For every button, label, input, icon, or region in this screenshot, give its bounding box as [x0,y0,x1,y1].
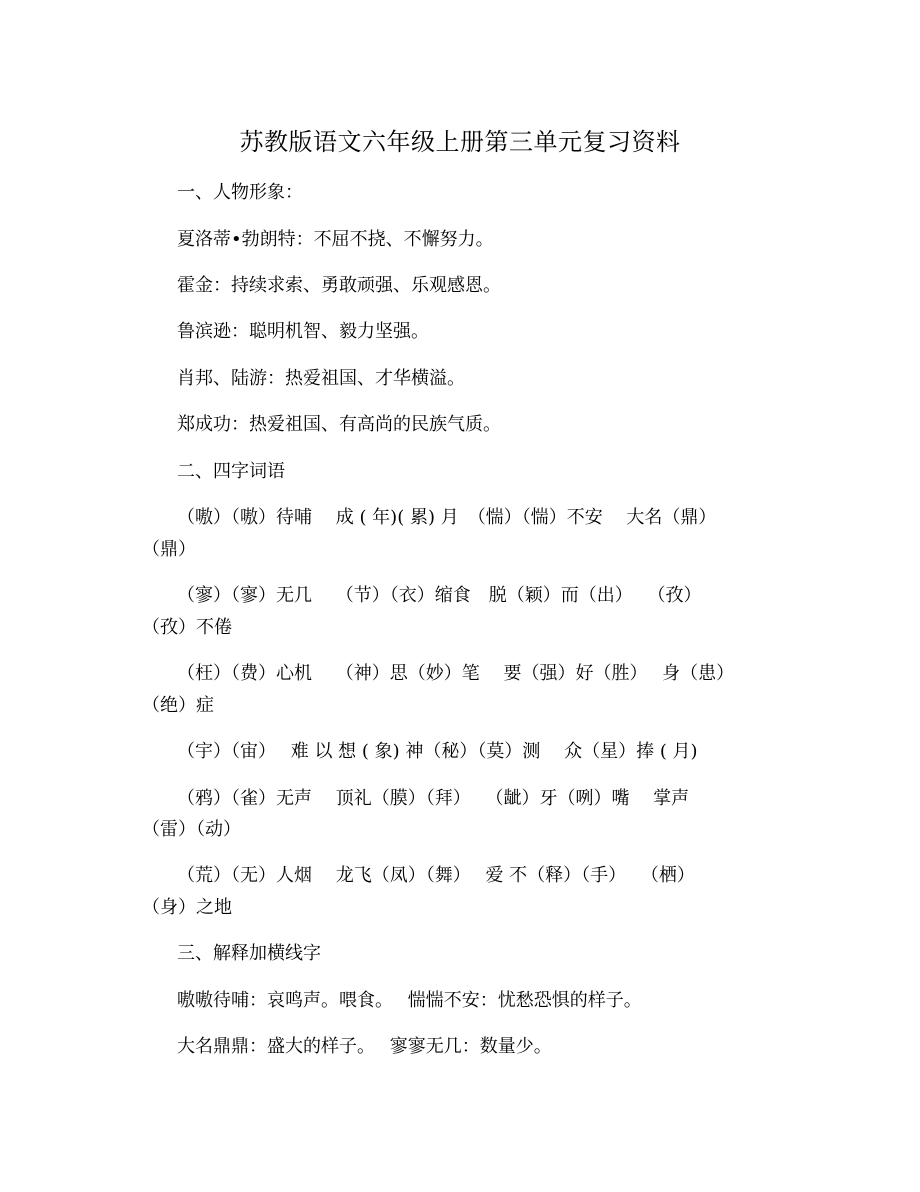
idiom-row-line2: （雷）（动） [142,819,241,840]
character-item: 鲁滨逊：聪明机智、毅力坚强。 [177,321,429,342]
section-heading-explanations: 三、解释加横线字 [177,943,321,964]
section-heading-characters: 一、人物形象： [177,182,303,203]
idiom-row-line2: （鼎） [142,539,196,560]
document-title: 苏教版语文六年级上册第三单元复习资料 [239,128,681,156]
character-item: 郑成功：热爱祖国、有高尚的民族气质。 [177,414,501,435]
explanation-item: 大名鼎鼎：盛大的样子。 寥寥无几：数量少。 [177,1036,552,1057]
idiom-row-line1: （嗷）（嗷）待哺 成 ( 年)( 累) 月 （惴）（惴）不安 大名（鼎） [177,507,717,528]
idiom-row-line1: （鸦）（雀）无声 顶礼（膜）（拜） （龇）牙（咧）嘴 掌声 [177,788,690,809]
explanation-item: 嗷嗷待哺：哀鸣声。喂食。 惴惴不安：忧愁恐惧的样子。 [177,990,642,1011]
idiom-row-line1: （寥）（寥）无几 （节）（衣）缩食 脱（颖）而（出） （孜） [177,585,702,606]
idiom-row-line2: （绝）症 [142,695,214,716]
idiom-row-line2: （孜）不倦 [142,617,232,638]
character-item: 霍金：持续求索、勇敢顽强、乐观感恩。 [177,275,501,296]
idiom-row-line2: （身）之地 [142,897,232,918]
character-item: 肖邦、陆游：热爱祖国、才华横溢。 [177,368,465,389]
idiom-row-line1: （枉）（费）心机 （神）思（妙）笔 要（强）好（胜） 身（患） [177,663,735,684]
idiom-row-line1: （宇）（宙） 难 以 想 ( 象) 神（秘）（莫）测 众（星）捧 ( 月) [177,741,698,762]
section-heading-idioms: 二、四字词语 [177,461,285,482]
character-item: 夏洛蒂•勃朗特：不屈不挠、不懈努力。 [177,229,494,250]
idiom-row-line1: （荒）（无）人烟 龙飞（凤）（舞） 爱 不（释）（手） （栖） [177,865,695,886]
